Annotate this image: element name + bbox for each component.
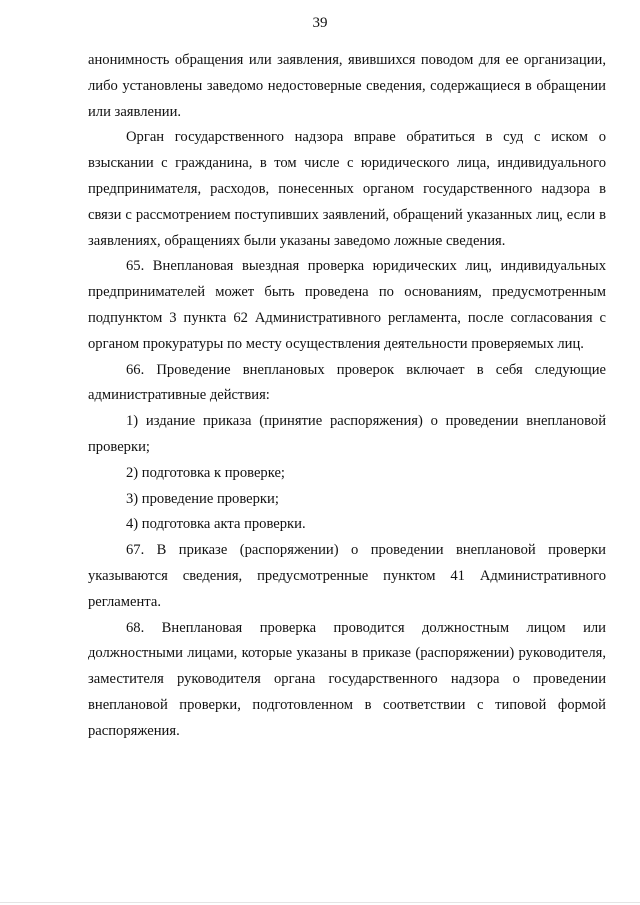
paragraph-68: 68. Внеплановая проверка проводится должностным лицом или должностными лицами, которые указаны в приказе (распоряжении) руководителя, заместителя руководителя органа государственного надзора о проведении внеплановой проверки, подготовленном в соответствии с типовой формой распоряжения. (88, 619, 606, 739)
list-item-1: 1) издание приказа (принятие распоряжения) о проведении внеплановой проверки; (88, 413, 606, 455)
document-body (88, 48, 606, 745)
paragraph-continuation: анонимность обращения или заявления, явившихся поводом для ее организации, либо установлены заведомо недостоверные сведения, содержащиеся в обращении или заявлении. (88, 52, 606, 120)
list-item-4: 4) подготовка акта проверки. (126, 516, 306, 533)
scan-edge-line (0, 902, 640, 903)
list-item-3: 3) проведение проверки; (126, 490, 279, 507)
paragraph-court-claim: Орган государственного надзора вправе обратиться в суд с иском о взыскании с гражданина, в том числе с юридического лица, индивидуального предпринимателя, расходов, понесенных органом государственного надзора в связи с рассмотрением поступивших заявлений, обращений указанных лиц, если в заявлениях, обращениях были указаны заведомо ложные сведения. (88, 129, 606, 249)
paragraph-65: 65. Внеплановая выездная проверка юридических лиц, индивидуальных предпринимателей может быть проведена по основаниям, предусмотренным подпунктом 3 пункта 62 Административного регламента, после согласования с органом прокуратуры по месту осуществления деятельности проверяемых лиц. (88, 258, 606, 352)
paragraph-66: 66. Проведение внеплановых проверок включает в себя следующие административные действия: (88, 361, 606, 404)
paragraph-67: 67. В приказе (распоряжении) о проведении внеплановой проверки указываются сведения, предусмотренные пунктом 41 Административного регламента. (88, 542, 606, 610)
list-item-2: 2) подготовка к проверке; (126, 464, 285, 481)
page-number: 39 (312, 15, 328, 31)
